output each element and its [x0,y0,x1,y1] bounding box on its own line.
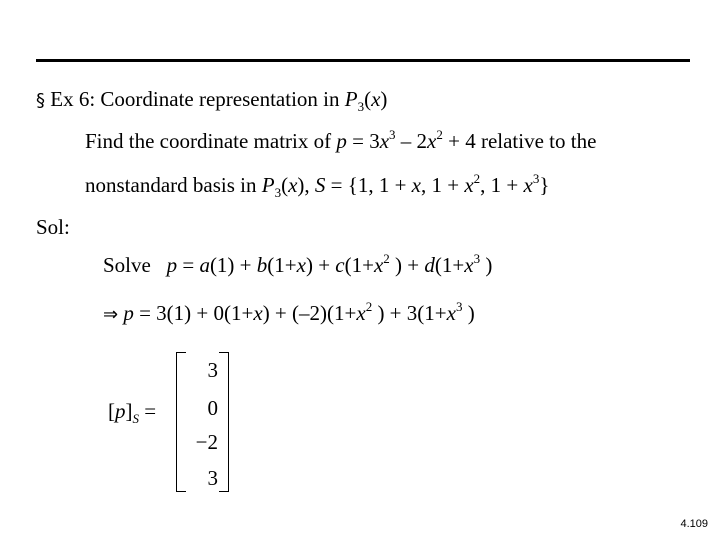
matrix-entry-4: 3 [207,466,218,490]
solution-label: Sol: [36,215,70,239]
matrix-entry-1: 3 [207,358,218,382]
section-bullet-icon: § [36,90,45,111]
slide-title: § Ex 6: Coordinate representation in $P_3(x)$ [36,87,388,114]
matrix-entry-3: −2 [195,430,218,454]
result-equation: ⇒ $p = 3(1) + 0(1+x) + (-2)(1+x^2$ ) + $3(1+x^3$ ) [103,299,475,325]
matrix-entry-2: 0 [207,396,218,420]
title-text: Ex 6: Coordinate representation in [50,87,345,111]
title-space-sub: 3 [357,99,365,114]
problem-line-1: Find the coordinate matrix of $p = 3x^3 - 2x^2 + 4$ relative to the [85,127,597,153]
implies-icon: ⇒ [103,304,119,325]
coordinate-matrix-label: $[p]_S$ = [108,399,157,426]
basis-set-var: S [314,173,326,197]
problem-line-2: nonstandard basis in $P_3(x)$, S = {1, 1 + x, $1 + x^2$, $1 + x^3$} [85,171,550,200]
title-space-arg: x [371,87,381,111]
page-number: 4.109 [680,518,708,530]
header-rule [36,59,690,62]
matrix-right-bracket [219,352,229,492]
title-space-symbol: P [344,87,358,111]
solve-equation: Solve $p = a(1) + b(1+x) + c(1+x^2$ ) + $d(1+x^3$ ) [103,251,493,277]
polynomial-var: p [336,129,347,153]
